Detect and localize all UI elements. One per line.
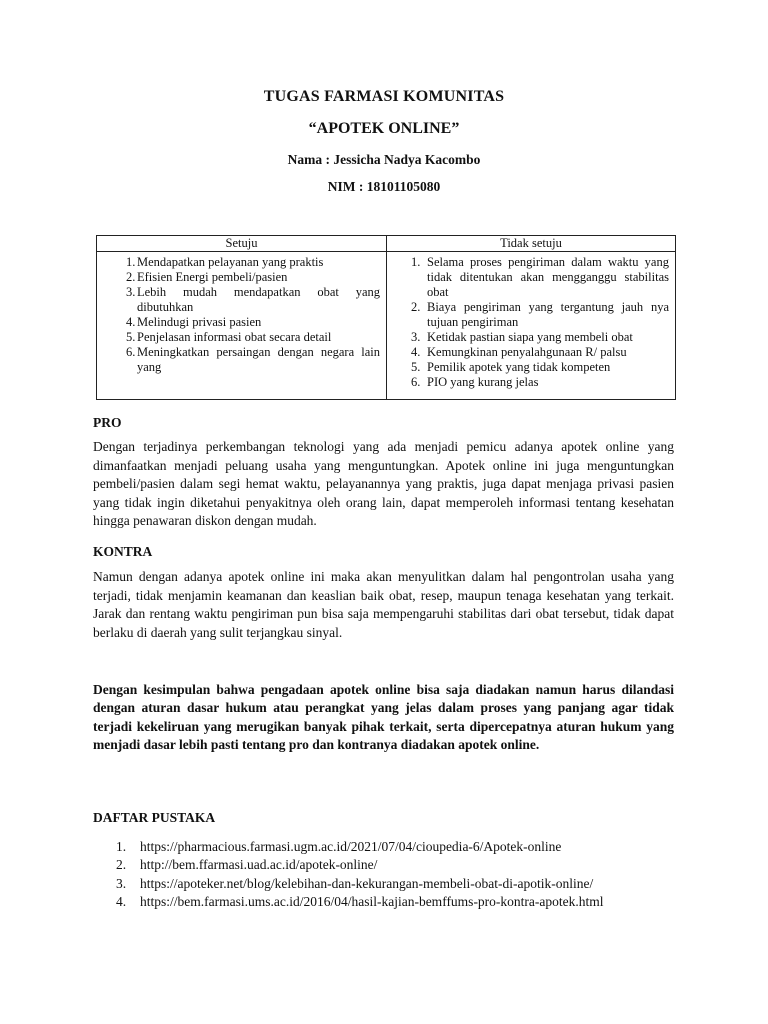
document-subtitle: “APOTEK ONLINE” [308,120,460,137]
document-title: TUGAS FARMASI KOMUNITAS [263,88,505,105]
author-name: Nama : Jessicha Nadya Kacombo [287,152,481,167]
disagree-item [387,375,675,390]
agree-item-number: 1. [126,255,136,269]
reference-item [110,893,604,911]
agree-item-text: Meningkatkan persaingan dengan negara lain yang [137,345,380,374]
pro-contra-table [96,235,676,400]
conclusion-paragraph: Dengan kesimpulan bahwa pengadaan apotek online bisa saja diadakan namun harus dilandasi dengan aturan dasar hukum atau perangkat yang jelas dalam proses yang panjang agar tidak terjadi kekeliruan yang merugikan banyak pihak terkait, serta dipercepatnya aturan hukum yang menjadi dasar lebih pasti tentang pro dan kontranya diadakan apotek online. [93,682,674,753]
agree-item [97,255,386,270]
agree-item [97,345,386,375]
disagree-item [387,255,675,300]
agree-item [97,285,386,315]
reference-link[interactable]: https://pharmacious.farmasi.ugm.ac.id/2021/07/04/cioupedia-6/Apotek-online [140,839,562,854]
agree-item [97,270,386,285]
disagree-column [387,236,675,399]
agree-item-text: Melindugi privasi pasien [137,315,262,329]
disagree-item-text: Biaya pengiriman yang tergantung jauh nya tujuan pengiriman [427,300,669,329]
reference-number: 2. [116,857,127,873]
pro-paragraph: Dengan terjadinya perkembangan teknologi yang ada menjadi pemicu adanya apotek online yang dimanfaatkan menjadi peluang usaha yang menguntungkan. Apotek online ini juga menguntungkan pembeli/pasien dalam segi hemat waktu, pelayanannya yang praktis, juga dapat menjaga privasi pasien yang tidak ingin diketahui penyakitnya oleh orang lain, dapat memperoleh informasi tentang kesehatan hingga penawaran diskon dengan mudah. [93,439,674,529]
disagree-item-text: Pemilik apotek yang tidak kompeten [427,360,611,374]
disagree-item-number: 5. [411,360,421,374]
reference-number: 3. [116,875,127,891]
reference-item [110,838,604,856]
reference-link[interactable]: http://bem.ffarmasi.uad.ac.id/apotek-online/ [140,857,378,873]
agree-item-number: 5. [126,330,136,344]
disagree-item-number: 3. [411,330,421,344]
disagree-item-number: 2. [411,300,421,314]
agree-item [97,330,386,345]
disagree-item [387,345,675,360]
author-nim: NIM : 18101105080 [327,179,441,194]
pro-heading: PRO [93,415,122,430]
disagree-item-number: 4. [411,345,421,359]
disagree-item-text: Kemungkinan penyalahgunaan R/ palsu [427,345,627,359]
disagree-list [387,255,675,390]
disagree-item-text: Ketidak pastian siapa yang membeli obat [427,330,633,344]
agree-item-text: Mendapatkan pelayanan yang praktis [137,255,324,269]
disagree-item-text: Selama proses pengiriman dalam waktu yang tidak ditentukan akan mengganggu stabilitas obat [427,255,669,299]
disagree-item [387,330,675,345]
agree-item [97,315,386,330]
disagree-column-header: Tidak setuju [387,236,675,252]
kontra-heading: KONTRA [93,544,153,559]
reference-number: 4. [116,894,127,910]
agree-column-header: Setuju [97,236,386,252]
reference-item [110,875,604,893]
reference-link[interactable]: https://bem.farmasi.ums.ac.id/2016/04/hasil-kajian-bemffums-pro-kontra-apotek.html [140,894,604,910]
disagree-item-text: PIO yang kurang jelas [427,375,539,389]
agree-item-number: 2. [126,270,136,284]
agree-item-number: 4. [126,315,136,329]
disagree-item-number: 6. [411,375,421,389]
agree-item-text: Lebih mudah mendapatkan obat yang dibutuhkan [137,285,380,314]
reference-item [110,856,604,874]
references-heading: DAFTAR PUSTAKA [93,810,216,825]
agree-item-text: Efisien Energi pembeli/pasien [137,270,288,284]
disagree-item [387,360,675,375]
agree-item-text: Penjelasan informasi obat secara detail [137,330,332,344]
agree-item-number: 6. [126,345,136,359]
agree-column [97,236,387,399]
agree-list [97,255,386,375]
agree-item-number: 3. [126,285,136,299]
kontra-paragraph: Namun dengan adanya apotek online ini maka akan menyulitkan dalam hal pengontrolan usaha yang terjadi, tidak menjamin keamanan dan keaslian baik obat, resep, maupun tenaga kesehatan yang terkait. Jarak dan rentang waktu pengiriman pun bisa saja mempengaruhi stabilitas dari obat tersebut, tidak dapat berlaku di daerah yang sulit terjangkau sinyal. [93,569,674,640]
reference-link[interactable]: https://apoteker.net/blog/kelebihan-dan-kekurangan-membeli-obat-di-apotik-online/ [140,875,594,891]
reference-number: 1. [116,839,127,854]
disagree-item-number: 1. [411,255,421,269]
disagree-item [387,300,675,330]
references-list [110,838,604,912]
